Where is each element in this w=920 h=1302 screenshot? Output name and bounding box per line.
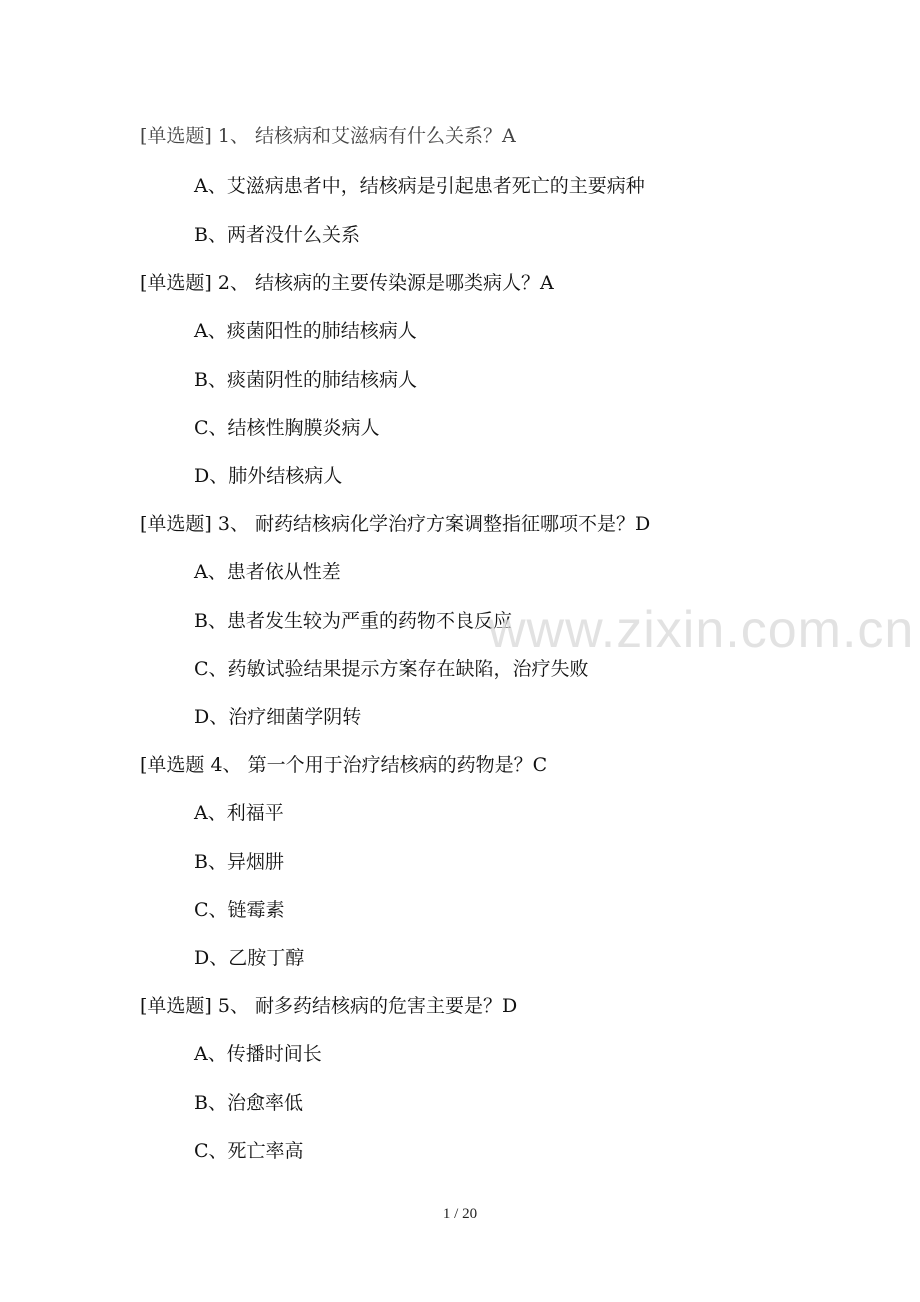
question-4-option-b: B、异烟肼 (194, 851, 284, 873)
question-3-option-a: A、患者依从性差 (194, 561, 341, 583)
question-2-option-d: D、肺外结核病人 (194, 465, 343, 487)
question-4-option-d: D、乙胺丁醇 (194, 947, 305, 969)
question-5-option-c: C、死亡率高 (194, 1140, 304, 1162)
question-5-option-b: B、治愈率低 (194, 1092, 303, 1114)
question-3-option-c: C、药敏试验结果提示方案存在缺陷，治疗失败 (194, 658, 589, 680)
question-1-prompt: [单选题] 1、 结核病和艾滋病有什么关系？A (140, 125, 516, 147)
question-4-prompt: [单选题 4、 第一个用于治疗结核病的药物是？C (140, 754, 548, 776)
question-2-prompt: [单选题] 2、 结核病的主要传染源是哪类病人？A (140, 272, 554, 294)
question-4-option-c: C、链霉素 (194, 899, 285, 921)
question-1-option-a: A、艾滋病患者中，结核病是引起患者死亡的主要病种 (194, 175, 645, 197)
question-4-option-a: A、利福平 (194, 802, 284, 824)
question-2-option-c: C、结核性胸膜炎病人 (194, 417, 380, 439)
question-3-prompt: [单选题] 3、 耐药结核病化学治疗方案调整指征哪项不是？D (140, 513, 651, 535)
question-5-option-a: A、传播时间长 (194, 1043, 322, 1065)
site-watermark: www.zixin.com.cn (488, 601, 915, 659)
question-3-option-b: B、患者发生较为严重的药物不良反应 (194, 610, 512, 632)
question-1-option-b: B、两者没什么关系 (194, 224, 360, 246)
question-2-option-a: A、痰菌阳性的肺结核病人 (194, 320, 417, 342)
question-5-prompt: [单选题] 5、 耐多药结核病的危害主要是？D (140, 995, 518, 1017)
page-number: 1 / 20 (442, 1206, 478, 1222)
question-2-option-b: B、痰菌阴性的肺结核病人 (194, 369, 417, 391)
question-3-option-d: D、治疗细菌学阴转 (194, 706, 362, 728)
